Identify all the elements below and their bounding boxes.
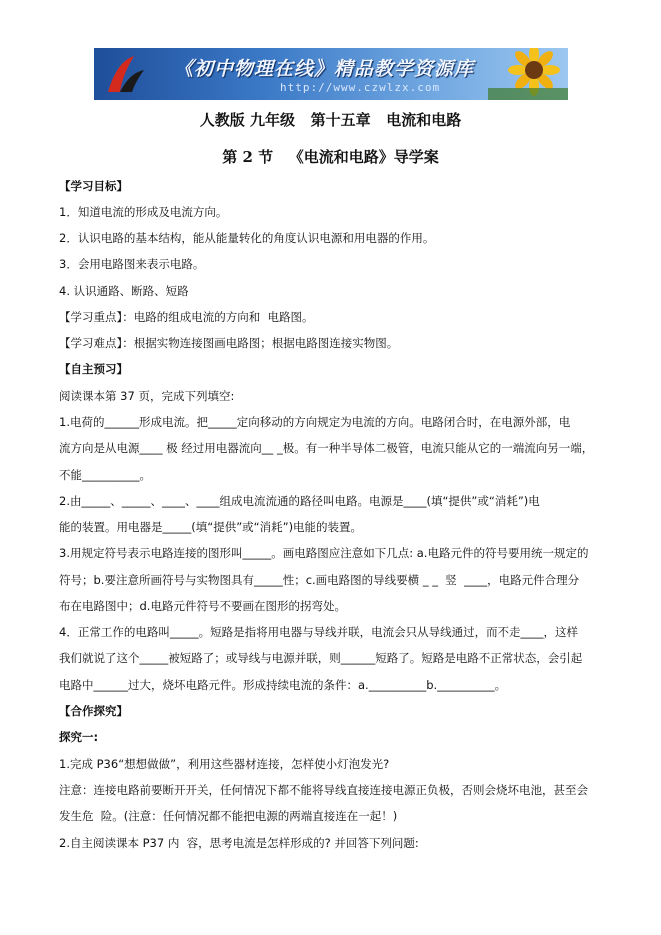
body-line: 1.完成 P36“想想做做”，利用这些器材连接，怎样使小灯泡发光? [59,757,390,771]
body-line: 不能__________。 [59,468,151,482]
body-line: 电路中______过大，烧坏电路元件。形成持续电流的条件：a.__________b.__________。 [59,678,507,692]
banner-title: 《初中物理在线》精品教学资源库 [174,58,475,80]
body-line: 流方向是从电源____ 极 经过用电器流向__ _极。有一种半导体二极管，电流只能从它的一端流向另一端， [59,441,594,455]
section-heading: 【学习目标】 [59,179,128,193]
body-line: 1.电荷的______形成电流。把_____定向移动的方向规定为电流的方向。电路闭合时，在电源外部，电 [59,415,571,429]
logo-icon [100,52,146,96]
section-heading: 探究一: [59,730,99,744]
body-line: 阅读课本第 37 页，完成下列填空: [59,389,235,403]
header-banner [94,48,568,100]
doc-title: 人教版 九年级 第十五章 电流和电路 [199,111,462,129]
sunflower-icon [488,48,568,100]
body-line: 4. 认识通路、断路、短路 [59,284,189,298]
body-line: 3．会用电路图来表示电路。 [59,257,205,271]
body-line: 注意：连接电路前要断开开关，任何情况下都不能将导线直接连接电源正负极，否则会烧坏电池，甚至会 [59,783,588,797]
banner-url: http://www.czwlzx.com [280,81,441,94]
doc-subtitle: 第 2 节 《电流和电路》导学案 [222,148,439,166]
section-heading: 【合作探究】 [59,704,128,718]
body-line: 布在电路图中；d.电路元件符号不要画在图形的拐弯处。 [59,599,346,613]
section-heading: 【自主预习】 [59,362,128,376]
body-line: 【学习重点】：电路的组成电流的方向和 电路图。 [59,310,314,324]
body-line: 能的装置。用电器是_____(填“提供”或“消耗”)电能的装置。 [59,520,363,534]
body-line: 2.由_____、_____、____、____组成电流流通的路径叫电路。电源是____(填“提供”或“消耗”)电 [59,494,540,508]
body-line: 【学习难点】：根据实物连接图画电路图；根据电路图连接实物图。 [59,336,399,350]
body-line: 发生危 险。(注意：任何情况都不能把电源的两端直接连在一起！) [59,809,398,823]
body-line: 2．认识电路的基本结构，能从能量转化的角度认识电源和用电器的作用。 [59,231,435,245]
body-line: 2.自主阅读课本 P37 内 容，思考电流是怎样形成的? 并回答下列问题: [59,836,419,850]
body-line: 我们就说了这个_____被短路了；或导线与电源并联，则______短路了。短路是电路不正常状态，会引起 [59,651,583,665]
body-line: 符号；b.要注意所画符号与实物图具有_____性；c.画电路图的导线要横 _ _ 竖 ____，电路元件合理分 [59,573,580,587]
body-line: 3.用规定符号表示电路连接的图形叫_____。画电路图应注意如下几点: a.电路元件的符号要用统一规定的 [59,546,589,560]
body-line: 1．知道电流的形成及电流方向。 [59,205,228,219]
body-line: 4．正常工作的电路叫_____。短路是指将用电器与导线并联，电流会只从导线通过，而不走____，这样 [59,625,579,639]
